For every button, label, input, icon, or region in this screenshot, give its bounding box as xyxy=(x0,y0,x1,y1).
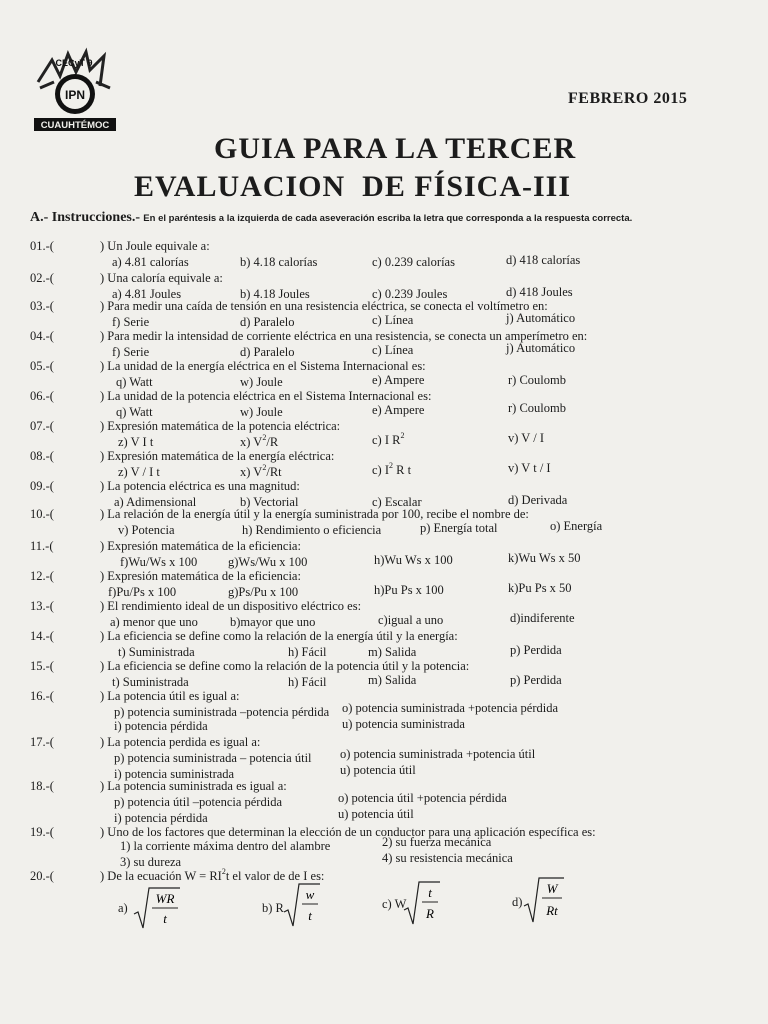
answer-option: t) Suministrada xyxy=(112,675,189,689)
sqrt-fraction-c xyxy=(402,878,442,928)
answer-option: f)Pu/Ps x 100 xyxy=(108,585,177,599)
question-text: ) La potencia perdida es igual a: xyxy=(100,735,261,749)
svg-text:W: W xyxy=(546,881,558,896)
answer-option: v) V / I xyxy=(508,431,544,445)
question-text: ) Expresión matemática de la energía eléctrica: xyxy=(100,449,335,463)
answer-option: c) W xyxy=(382,897,407,911)
answer-option: c)igual a uno xyxy=(378,613,444,627)
answer-option: d) Derivada xyxy=(508,493,568,507)
question-text: ) La eficiencia se define como la relación de la potencia útil y la potencia: xyxy=(100,659,470,673)
question-number: 13.-( xyxy=(30,599,54,613)
answer-option: a) Adimensional xyxy=(114,495,197,509)
answer-option: r) Coulomb xyxy=(508,373,566,387)
answer-option: p) Perdida xyxy=(510,673,562,687)
answer-option xyxy=(372,432,404,448)
answer-option: h) Fácil xyxy=(288,675,327,689)
question-number: 03.-( xyxy=(30,299,54,313)
answer-option: b) 4.18 Joules xyxy=(240,287,310,301)
answer-option: h)Wu Ws x 100 xyxy=(374,553,453,567)
answer-option: a) xyxy=(118,901,128,915)
text-fragment: /R xyxy=(266,435,279,449)
answer-option: p) Energía total xyxy=(420,521,498,535)
answer-option: f) Serie xyxy=(112,315,150,329)
answer-option: p) potencia suministrada – potencia útil xyxy=(114,751,312,765)
title-line-1: GUIA PARA LA TERCER xyxy=(214,132,577,165)
question-number: 06.-( xyxy=(30,389,54,403)
answer-option: h) Fácil xyxy=(288,645,327,659)
answer-option: c) Línea xyxy=(372,313,414,327)
answer-option: b) Vectorial xyxy=(240,495,299,509)
question-text: ) El rendimiento ideal de un dispositivo eléctrico es: xyxy=(100,599,362,613)
answer-option: j) Automático xyxy=(506,341,576,355)
answer-option: k)Wu Ws x 50 xyxy=(508,551,581,565)
answer-option: i) potencia pérdida xyxy=(114,811,208,825)
svg-text:WR: WR xyxy=(155,891,175,906)
answer-option: p) potencia útil –potencia pérdida xyxy=(114,795,282,809)
svg-text:t: t xyxy=(308,908,312,923)
answer-option: a) 4.81 calorías xyxy=(112,255,189,269)
question-text: ) Expresión matemática de la potencia eléctrica: xyxy=(100,419,341,433)
answer-option: d) xyxy=(512,895,523,909)
logo-center-text: IPN xyxy=(64,88,86,102)
answer-option: d) 418 Joules xyxy=(506,285,573,299)
question-number: 09.-( xyxy=(30,479,54,493)
answer-option: f)Wu/Ws x 100 xyxy=(120,555,198,569)
question-text: ) Uno de los factores que determinan la elección de un conductor para una aplicación específica es: xyxy=(100,825,596,839)
answer-option: 4) su resistencia mecánica xyxy=(382,851,513,865)
text-fragment: ) De la ecuación W = RI xyxy=(100,869,222,883)
superscript: 2 xyxy=(221,867,226,876)
question-text: ) La unidad de la potencia eléctrica en el Sistema Internacional es: xyxy=(100,389,432,403)
sqrt-fraction-a xyxy=(132,884,182,932)
answer-option: t) Suministrada xyxy=(118,645,195,659)
answer-option: b)mayor que uno xyxy=(230,615,316,629)
question-number: 05.-( xyxy=(30,359,54,373)
question-text: ) Un Joule equivale a: xyxy=(100,239,210,253)
answer-option: f) Serie xyxy=(112,345,150,359)
question-number: 15.-( xyxy=(30,659,54,673)
answer-option: j) Automático xyxy=(506,311,576,325)
answer-option: v) Potencia xyxy=(118,523,175,537)
answer-option: 1) la corriente máxima dentro del alambre xyxy=(120,839,331,853)
answer-option: c) Línea xyxy=(372,343,414,357)
answer-option: z) V I t xyxy=(118,435,154,449)
question-number: 18.-( xyxy=(30,779,54,793)
question-number: 01.-( xyxy=(30,239,54,253)
answer-option: a) 4.81 Joules xyxy=(112,287,182,301)
answer-option: g)Ws/Wu x 100 xyxy=(228,555,308,569)
answer-option: o) potencia suministrada +potencia pérdida xyxy=(342,701,559,715)
answer-option: m) Salida xyxy=(368,673,417,687)
question-text: ) Expresión matemática de la eficiencia: xyxy=(100,539,301,553)
answer-option: i) potencia suministrada xyxy=(114,767,235,781)
question-text: ) La unidad de la energía eléctrica en el Sistema Internacional es: xyxy=(100,359,426,373)
answer-option: e) Ampere xyxy=(372,373,425,387)
superscript: 2 xyxy=(262,433,267,442)
answer-option: w) Joule xyxy=(240,375,283,389)
question-text: ) Expresión matemática de la eficiencia: xyxy=(100,569,301,583)
answer-option xyxy=(372,462,411,478)
question-text: ) La eficiencia se define como la relación de la energía útil y la energía: xyxy=(100,629,458,643)
question-number: 07.-( xyxy=(30,419,54,433)
text-fragment: c) I R xyxy=(372,433,401,447)
answer-option: p) Perdida xyxy=(510,643,562,657)
text-fragment: x) V xyxy=(240,435,263,449)
answer-option: h) Rendimiento o eficiencia xyxy=(242,523,382,537)
answer-option: q) Watt xyxy=(116,405,153,419)
instructions-label: A.- Instrucciones.- xyxy=(30,210,141,225)
question-number: 12.-( xyxy=(30,569,54,583)
answer-option: 2) su fuerza mecánica xyxy=(382,835,492,849)
question-number: 08.-( xyxy=(30,449,54,463)
answer-option: k)Pu Ps x 50 xyxy=(508,581,572,595)
text-fragment: /Rt xyxy=(266,465,282,479)
answer-option: o) Energía xyxy=(550,519,603,533)
answer-option: a) menor que uno xyxy=(110,615,198,629)
superscript: 2 xyxy=(262,463,267,472)
answer-option: e) Ampere xyxy=(372,403,425,417)
logo-bottom-text: CUAUHTÉMOC xyxy=(40,120,110,131)
answer-option: 3) su dureza xyxy=(120,855,182,869)
answer-option: p) potencia suministrada –potencia pérdida xyxy=(114,705,330,719)
question-number: 02.-( xyxy=(30,271,54,285)
text-fragment: x) V xyxy=(240,465,263,479)
answer-option: h)Pu Ps x 100 xyxy=(374,583,444,597)
question-text: ) La potencia suministrada es igual a: xyxy=(100,779,287,793)
instructions-text: En el paréntesis a la izquierda de cada aseveración escriba la letra que corresponda a la respuesta correcta. xyxy=(143,213,633,224)
answer-option: r) Coulomb xyxy=(508,401,566,415)
answer-option: u) potencia suministrada xyxy=(342,717,465,731)
svg-text:w: w xyxy=(305,887,315,902)
question-number: 04.-( xyxy=(30,329,54,343)
logo-top-text: CECyT 9 xyxy=(55,58,93,68)
svg-text:R: R xyxy=(426,906,434,921)
sqrt-fraction-d xyxy=(522,874,566,926)
document-date: FEBRERO 2015 xyxy=(568,90,688,107)
superscript: 2 xyxy=(389,461,393,470)
answer-option: d) Paralelo xyxy=(240,345,295,359)
answer-option: c) 0.239 calorías xyxy=(372,255,455,269)
question-number: 19.-( xyxy=(30,825,54,839)
question-text: ) Para medir la intensidad de corriente eléctrica en una resistencia, se conecta un amperímetro en: xyxy=(100,329,588,343)
text-fragment: t el valor de de I es: xyxy=(225,869,325,883)
answer-option: b) R xyxy=(262,901,284,915)
answer-option: c) 0.239 Joules xyxy=(372,287,448,301)
instructions xyxy=(30,209,750,226)
answer-option: o) potencia útil +potencia pérdida xyxy=(338,791,507,805)
text-fragment: R t xyxy=(393,463,412,477)
answer-option: q) Watt xyxy=(116,375,153,389)
answer-option: g)Ps/Pu x 100 xyxy=(228,585,299,599)
svg-text:Rt: Rt xyxy=(546,903,558,918)
question-number: 14.-( xyxy=(30,629,54,643)
svg-text:t: t xyxy=(163,911,167,926)
question-text: ) Una caloría equivale a: xyxy=(100,271,223,285)
sqrt-fraction-b xyxy=(282,880,322,930)
answer-option: d) Paralelo xyxy=(240,315,295,329)
superscript: 2 xyxy=(400,431,405,440)
answer-option: b) 4.18 calorías xyxy=(240,255,318,269)
text-fragment: c) I xyxy=(372,463,389,477)
answer-option: i) potencia pérdida xyxy=(114,719,208,733)
question-text: ) La relación de la energía útil y la energía suministrada por 100, recibe el nombre de: xyxy=(100,507,529,521)
question-number: 16.-( xyxy=(30,689,54,703)
answer-option: u) potencia útil xyxy=(340,763,416,777)
question-number: 10.-( xyxy=(30,507,54,521)
question-text: ) La potencia útil es igual a: xyxy=(100,689,240,703)
question-text: ) Para medir una caída de tensión en una resistencia eléctrica, se conecta el voltímetro en: xyxy=(100,299,548,313)
school-logo xyxy=(30,42,120,134)
question-number: 17.-( xyxy=(30,735,54,749)
question-20 xyxy=(30,868,750,938)
answer-option: d) 418 calorías xyxy=(506,253,581,267)
answer-option: v) V t / I xyxy=(508,461,551,475)
question-number: 20.-( xyxy=(30,869,54,883)
question-text: ) La potencia eléctrica es una magnitud: xyxy=(100,479,300,493)
svg-text:t: t xyxy=(428,885,432,900)
answer-option: z) V / I t xyxy=(118,465,160,479)
answer-option: u) potencia útil xyxy=(338,807,414,821)
answer-option: m) Salida xyxy=(368,645,417,659)
answer-option: d)indiferente xyxy=(510,611,575,625)
question-number: 11.-( xyxy=(30,539,54,553)
answer-option: o) potencia suministrada +potencia útil xyxy=(340,747,536,761)
answer-option: c) Escalar xyxy=(372,495,422,509)
answer-option: w) Joule xyxy=(240,405,283,419)
title-line-2: EVALUACION DE FÍSICA-III xyxy=(134,170,572,203)
